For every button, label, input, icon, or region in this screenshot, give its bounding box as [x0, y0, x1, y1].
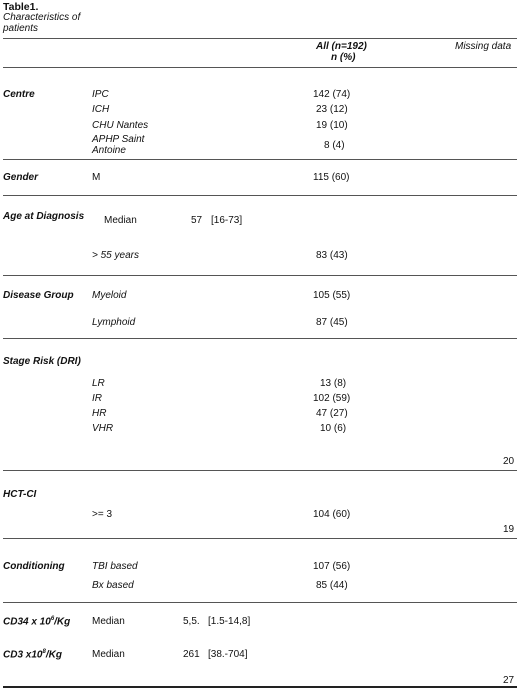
row-value: 85 (44)	[316, 580, 348, 591]
row-value: 47 (27)	[316, 408, 348, 419]
row-value: 142 (74)	[313, 89, 351, 100]
row-label: CHU Nantes	[92, 120, 149, 131]
section-label-cd3: CD3 $x10^8/Kg$	[3, 649, 62, 661]
median-label: Median	[92, 649, 125, 660]
divider	[3, 67, 517, 68]
row-value: 105 (55)	[313, 290, 351, 301]
row-label: >= 3	[92, 509, 113, 520]
section-label-hctci: HCT-CI	[3, 489, 37, 500]
missing-value: 20	[503, 456, 515, 467]
section-label-disease: Disease Group	[3, 290, 74, 301]
row-label: > 55 years	[92, 250, 139, 261]
row-value: 104 (60)	[313, 509, 351, 520]
section-label-conditioning: Conditioning	[3, 561, 65, 572]
row-value: 23 (12)	[316, 104, 348, 115]
median-value: 261	[183, 649, 200, 660]
header-all: All (n=192)	[316, 41, 367, 52]
row-value: 8 (4)	[324, 140, 345, 151]
header-n-pct: n (%)	[331, 52, 356, 63]
row-value: 115 (60)	[313, 172, 350, 183]
row-value: 83 (43)	[316, 250, 348, 261]
row-value: 19 (10)	[316, 120, 348, 131]
median-value: 57	[191, 215, 203, 226]
divider	[3, 338, 517, 339]
row-label: IPC	[92, 89, 109, 100]
row-value: 102 (59)	[313, 393, 351, 404]
row-label: APHP Saint Antoine	[92, 134, 145, 156]
median-range: [16-73]	[211, 215, 243, 226]
divider	[3, 275, 517, 276]
median-range: [38.-704]	[208, 649, 248, 660]
divider	[3, 602, 517, 603]
section-label-age: Age at Diagnosis	[3, 211, 85, 222]
median-value: 5,5.	[183, 616, 200, 627]
table-title: Table1.	[3, 1, 39, 13]
divider	[3, 38, 517, 39]
missing-value: 27	[503, 675, 515, 686]
row-value: 10 (6)	[320, 423, 347, 434]
divider	[3, 538, 517, 539]
row-label: TBI based	[92, 561, 138, 572]
row-value: 13 (8)	[320, 378, 347, 389]
median-label: Median	[92, 616, 125, 627]
median-range: [1.5-14,8]	[208, 616, 251, 627]
missing-value: 19	[503, 524, 515, 535]
section-label-centre: Centre	[3, 89, 35, 100]
row-label: Lymphoid	[92, 317, 136, 328]
section-label-gender: Gender	[3, 172, 39, 183]
divider	[3, 470, 517, 471]
header-missing: Missing data	[455, 41, 512, 52]
section-label-dri: Stage Risk (DRI)	[3, 356, 81, 367]
row-label: VHR	[92, 423, 114, 434]
row-label: LR	[92, 378, 105, 389]
section-label-cd34: CD34 x $10^6/Kg$	[3, 616, 71, 628]
table-caption: Characteristics of patients	[3, 12, 81, 34]
table-bottom-rule	[3, 686, 517, 688]
row-label: HR	[92, 408, 107, 419]
row-label: IR	[92, 393, 102, 404]
row-value: 107 (56)	[313, 561, 351, 572]
row-label: Bx based	[92, 580, 134, 591]
divider	[3, 195, 517, 196]
median-label: Median	[104, 215, 137, 226]
row-label: Myeloid	[92, 290, 127, 301]
row-label: M	[92, 172, 101, 183]
row-label: ICH	[92, 104, 110, 115]
divider	[3, 159, 517, 160]
row-value: 87 (45)	[316, 317, 348, 328]
